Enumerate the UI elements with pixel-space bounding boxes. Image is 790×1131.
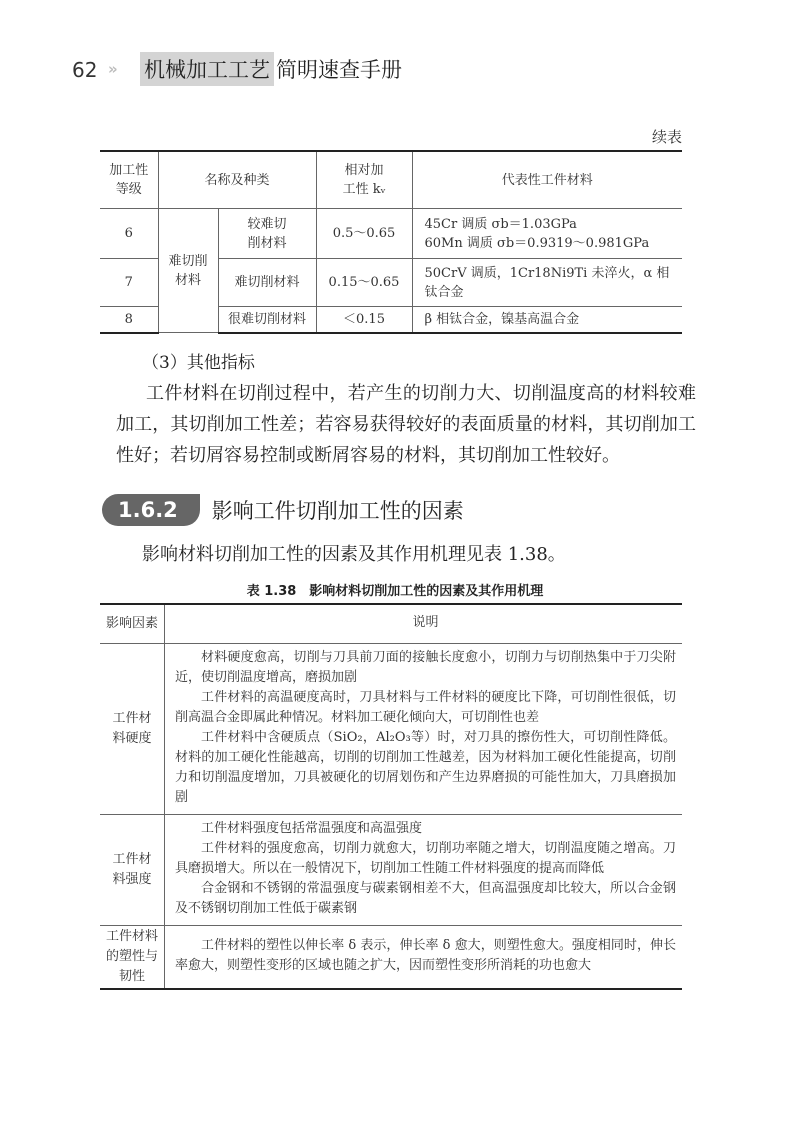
subheading: （3）其他指标	[142, 353, 255, 373]
page-number: 62	[72, 58, 98, 82]
description-cell	[165, 926, 683, 990]
machinability-grade-table	[100, 150, 682, 334]
section-title: 影响工件切削加工性的因素	[211, 499, 464, 523]
chevron-right-icon: »	[108, 60, 115, 78]
section-heading	[102, 494, 464, 526]
table-row	[100, 209, 682, 259]
description-cell	[165, 644, 683, 815]
grade-cell: 7	[100, 259, 158, 307]
table-header-cell: 加工性 等级	[100, 151, 158, 209]
description-paragraph: 工件材料的塑性以伸长率 δ 表示，伸长率 δ 愈大，则塑性愈大。强度相同时，伸长率愈大，则塑性变形的区域也随之扩大，因而塑性变形所消耗的功也愈大	[175, 938, 676, 973]
intro-paragraph: 影响材料切削加工性的因素及其作用机理见表 1.38。	[142, 544, 566, 565]
description-paragraph: 工件材料强度包括常温强度和高温强度	[201, 821, 423, 836]
kv-cell: 0.15～0.65	[316, 259, 412, 307]
group-label-cell: 难切削 材料	[158, 209, 218, 333]
description-paragraph: 工件材料中含硬质点（SiO₂，Al₂O₃等）时，对刀具的擦伤性大，可切削性降低。材料的加工硬化性能越高，切削的切削加工性越差，因为材料加工硬化性能提高，切削力和切削温度增加，刀具被硬化的切屑划伤和产生边界磨损的可能性加大，刀具磨损加剧	[175, 730, 676, 805]
table-caption: 表 1.38 影响材料切削加工性的因素及其作用机理	[246, 584, 544, 599]
book-title-rest: 简明速查手册	[276, 58, 402, 82]
factor-cell: 工件材 料硬度	[100, 644, 165, 815]
table-row	[100, 644, 682, 815]
description-paragraph: 合金钢和不锈钢的常温强度与碳素钢相差不大，但高温强度却比较大，所以合金钢及不锈钢切削加工性低于碳素钢	[175, 881, 676, 916]
factor-cell: 工件材 料强度	[100, 815, 165, 926]
factor-cell: 工件材料 的塑性与 韧性	[100, 926, 165, 990]
name-cell: 较难切 削材料	[218, 209, 316, 259]
table-row	[100, 815, 682, 926]
description-cell	[165, 815, 683, 926]
description-paragraph: 材料硬度愈高，切削与刀具前刀面的接触长度愈小，切削力与切削热集中于刀尖附近，使切削温度增高，磨损加剧	[175, 650, 676, 685]
materials-cell: 50CrV 调质，1Cr18Ni9Ti 未淬火，α 相钛合金	[412, 259, 682, 307]
continued-label: 续表	[651, 128, 682, 146]
materials-cell: 45Cr 调质 σb＝1.03GPa 60Mn 调质 σb＝0.9319～0.981GPa	[412, 209, 682, 259]
table-header-cell: 代表性工件材料	[412, 151, 682, 209]
table-header-cell: 相对加 工性 kᵥ	[316, 151, 412, 209]
book-title	[140, 54, 402, 84]
book-title-highlight: 机械加工工艺	[140, 52, 274, 86]
body-paragraph: 工件材料在切削过程中，若产生的切削力大、切削温度高的材料较难加工，其切削加工性差；若容易获得较好的表面质量的材料，其切削加工性好；若切屑容易控制或断屑容易的材料，其切削加工性较好。	[116, 383, 696, 466]
description-paragraph: 工件材料的高温硬度高时，刀具材料与工件材料的硬度比下降，可切削性很低，切削高温合金即属此种情况。材料加工硬化倾向大，可切削性也差	[175, 690, 676, 725]
name-cell: 难切削材料	[218, 259, 316, 307]
materials-cell: β 相钛合金，镍基高温合金	[412, 307, 682, 333]
table-header-cell: 说明	[165, 604, 683, 644]
table-header-cell: 名称及种类	[158, 151, 316, 209]
kv-cell: ＜0.15	[316, 307, 412, 333]
table-header-cell: 影响因素	[100, 604, 165, 644]
table-row	[100, 926, 682, 990]
section-number-badge: 1.6.2	[102, 494, 200, 526]
name-cell: 很难切削材料	[218, 307, 316, 333]
grade-cell: 8	[100, 307, 158, 333]
factors-table	[100, 603, 682, 990]
grade-cell: 6	[100, 209, 158, 259]
description-paragraph: 工件材料的强度愈高，切削力就愈大，切削功率随之增大，切削温度随之增高。刀具磨损增大。所以在一般情况下，切削加工性随工件材料强度的提高而降低	[175, 841, 676, 876]
kv-cell: 0.5～0.65	[316, 209, 412, 259]
